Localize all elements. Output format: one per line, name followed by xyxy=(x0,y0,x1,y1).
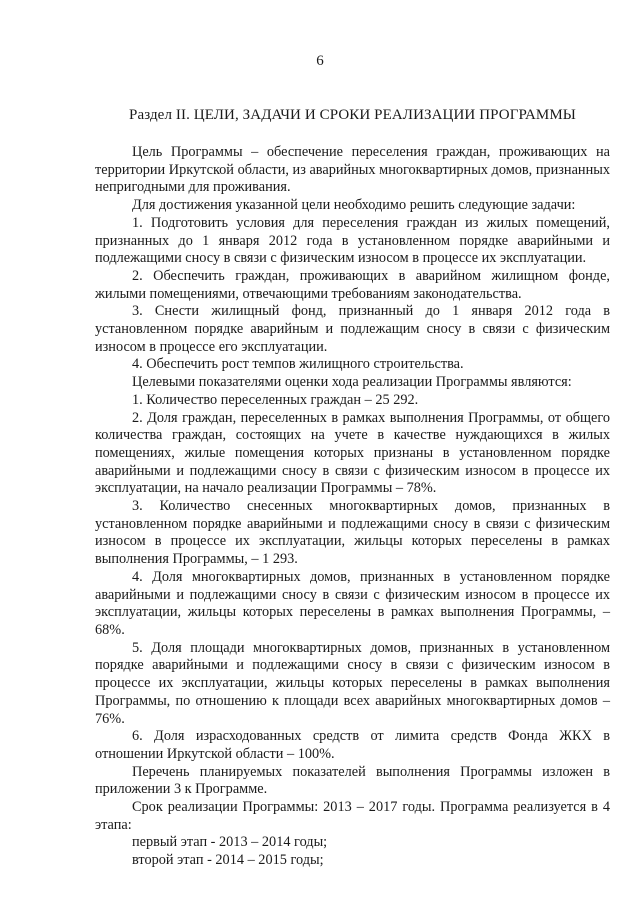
paragraph-indicator-6: 6. Доля израсходованных средств от лимита средств Фонда ЖКХ в отношении Иркутской области – 100%. xyxy=(95,728,610,762)
paragraph-task-1: 1. Подготовить условия для переселения граждан из жилых помещений, признанных до 1 января 2012 года в установленном порядке аварийными и подлежащими сносу в связи с физическим износом в процессе их эксплуатации. xyxy=(95,214,610,267)
paragraph-timeline: Срок реализации Программы: 2013 – 2017 годы. Программа реализуется в 4 этапа: xyxy=(95,799,610,833)
paragraph-task-3: 3. Снести жилищный фонд, признанный до 1 января 2012 года в установленном порядке аварийным и подлежащим сносу в связи с физическим износом в процессе его эксплуатации. xyxy=(95,303,610,355)
paragraph-indicators-intro: Целевыми показателями оценки хода реализации Программы являются: xyxy=(132,374,572,391)
paragraph-task-4: 4. Обеспечить рост темпов жилищного строительства. xyxy=(132,356,464,373)
paragraph-indicator-2: 2. Доля граждан, переселенных в рамках выполнения Программы, от общего количества граждан, состоящих на учете в качестве нуждающихся в жилых помещениях, жилые помещения которых признаны в установленном порядке аварийными и подлежащими сносу в связи с физическим износом в процессе их эксплуатации, на начало реализации Программы – 78%. xyxy=(95,409,610,497)
paragraph-stage-1: первый этап - 2013 – 2014 годы; xyxy=(132,834,328,851)
page-number: 6 xyxy=(316,53,324,69)
paragraph-stage-2: второй этап - 2014 – 2015 годы; xyxy=(132,852,324,869)
paragraph-indicator-1: 1. Количество переселенных граждан – 25 292. xyxy=(132,391,419,408)
paragraph-indicator-5: 5. Доля площади многоквартирных домов, признанных в установленном порядке аварийными и подлежащими сносу в связи с физическим износом в процессе их эксплуатации, жильцы которых переселены в рамках выполнения Программы, по отношению к площади всех аварийных многоквартирных домов – 76%. xyxy=(95,639,610,727)
paragraph-tasks-intro: Для достижения указанной цели необходимо решить следующие задачи: xyxy=(132,197,576,214)
body-text xyxy=(95,144,610,870)
paragraph-appendix-ref: Перечень планируемых показателей выполнения Программы изложен в приложении 3 к Программе. xyxy=(95,763,610,798)
paragraph-goal: Цель Программы – обеспечение переселения граждан, проживающих на территории Иркутской области, из аварийных многоквартирных домов, признанных непригодными для проживания. xyxy=(95,144,610,196)
section-title: Раздел II. ЦЕЛИ, ЗАДАЧИ И СРОКИ РЕАЛИЗАЦИИ ПРОГРАММЫ xyxy=(129,107,576,123)
paragraph-indicator-3: 3. Количество снесенных многоквартирных домов, признанных в установленном порядке аварийными и подлежащими сносу в связи с физическим износом в процессе их эксплуатации, жильцы которых переселены в рамках выполнения Программы, – 1 293. xyxy=(95,498,610,568)
paragraph-indicator-4: 4. Доля многоквартирных домов, признанных в установленном порядке аварийными и подлежащими сносу в связи с физическим износом в процессе их эксплуатации, жильцы которых переселены в рамках выполнения Программы, – 68%. xyxy=(95,568,610,638)
paragraph-task-2: 2. Обеспечить граждан, проживающих в аварийном жилищном фонде, жилыми помещениями, отвечающими требованиям законодательства. xyxy=(95,267,610,302)
